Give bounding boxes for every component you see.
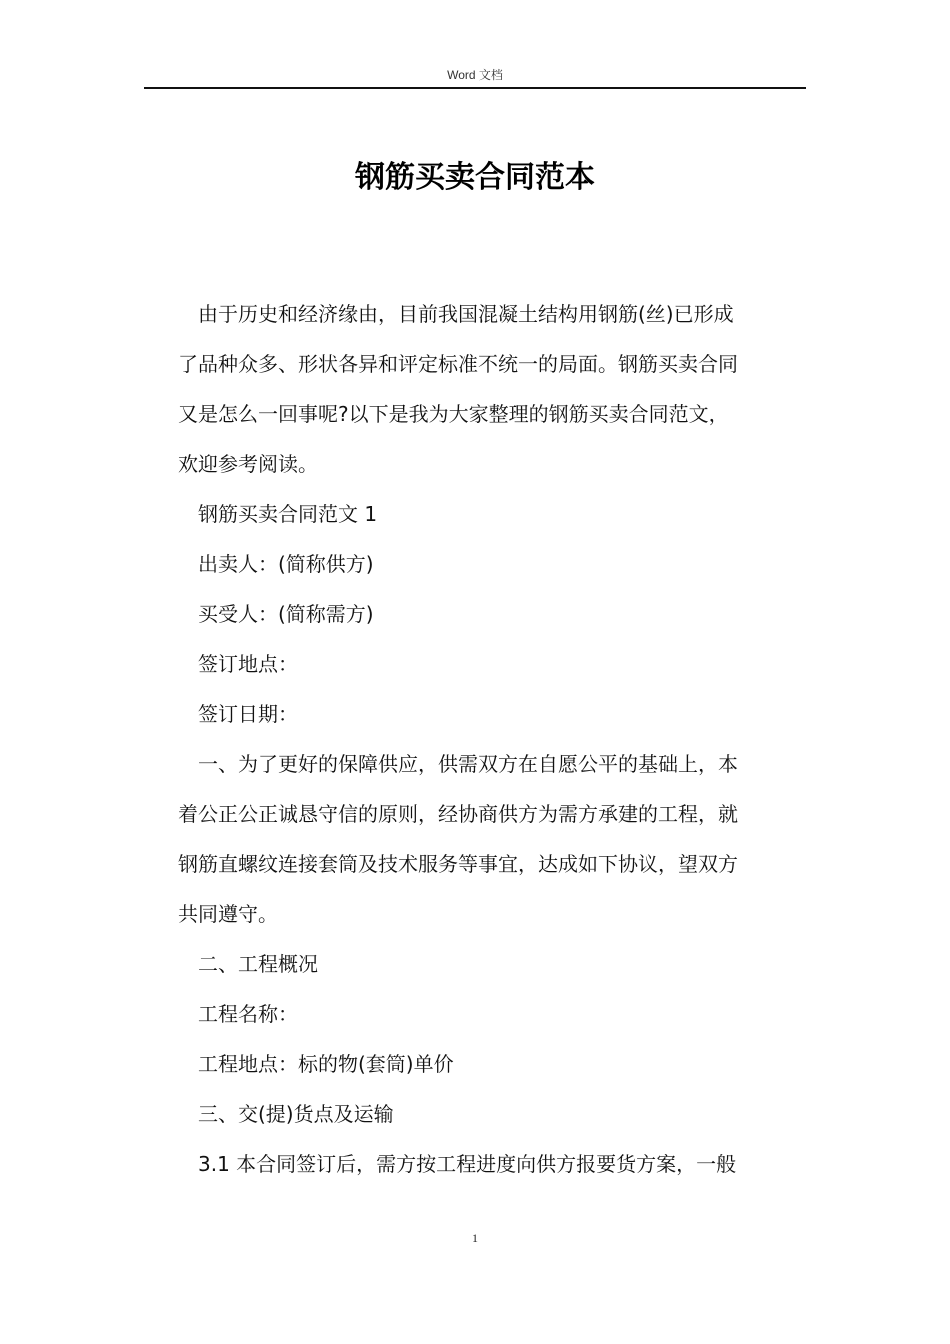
section-heading: [178, 489, 808, 539]
project-location-field: [178, 1039, 808, 1089]
clause-three-one: [178, 1139, 808, 1189]
text-line: 签订日期：: [198, 702, 298, 726]
buyer-field: [178, 589, 808, 639]
clause-three-heading: [178, 1089, 808, 1139]
text-line: 由于历史和经济缘由，目前我国混凝土结构用钢筋(丝)已形成: [198, 302, 734, 326]
page-number: 1: [472, 1231, 478, 1245]
text-line: 出卖人：(简称供方): [198, 552, 374, 576]
intro-paragraph: [178, 289, 808, 489]
text-line: 三、交(提)货点及运输: [198, 1102, 394, 1126]
project-name-field: [178, 989, 808, 1039]
clause-one: [178, 739, 808, 939]
document-title: 钢筋买卖合同范本: [355, 160, 595, 195]
text-line: 欢迎参考阅读。: [178, 452, 318, 476]
text-line: 一、为了更好的保障供应，供需双方在自愿公平的基础上，本: [198, 752, 738, 776]
text-line: 共同遵守。: [178, 902, 278, 926]
text-line: 着公正公正诚恳守信的原则，经协商供方为需方承建的工程，就: [178, 802, 738, 826]
text-line: 钢筋买卖合同范文 1: [198, 502, 378, 526]
text-line: 3.1 本合同签订后，需方按工程进度向供方报要货方案，一般: [198, 1152, 737, 1176]
header-rule: [144, 87, 806, 89]
text-line: 签订地点：: [198, 652, 298, 676]
text-line: 二、工程概况: [198, 952, 318, 976]
document-body: [178, 289, 808, 1189]
signing-date-field: [178, 689, 808, 739]
clause-two-heading: [178, 939, 808, 989]
text-line: 工程地点：标的物(套筒)单价: [198, 1052, 454, 1076]
text-line: 钢筋直螺纹连接套筒及技术服务等事宜，达成如下协议，望双方: [178, 852, 738, 876]
text-line: 又是怎么一回事呢?以下是我为大家整理的钢筋买卖合同范文，: [178, 402, 729, 426]
signing-place-field: [178, 639, 808, 689]
page-header: Word 文档: [447, 68, 503, 82]
text-line: 工程名称：: [198, 1002, 298, 1026]
text-line: 买受人：(简称需方): [198, 602, 374, 626]
text-line: 了品种众多、形状各异和评定标准不统一的局面。钢筋买卖合同: [178, 352, 738, 376]
seller-field: [178, 539, 808, 589]
